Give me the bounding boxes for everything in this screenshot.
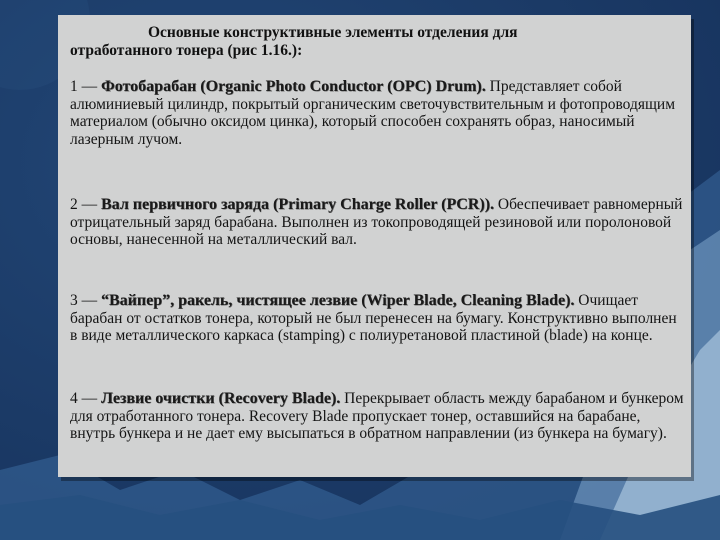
item-description: Перекрывает область между барабаном и бункером для отработанного тонера. Recovery Blade пропускает тонер, оставшийся на барабане, внутрь бункера и не дает ему высыпаться в обратном направлении (из бункера на бумагу). (70, 390, 684, 442)
item-heading: Вал первичного заряда (Primary Charge Roller (PCR)). (101, 196, 495, 213)
list-item (70, 292, 685, 345)
list-item (70, 78, 685, 148)
item-description: Очищает барабан от остатков тонера, который не был перенесен на бумагу. Конструктивно выполнен в виде металлического каркаса (stamping) с полиуретановой пластиной (blade) на конце. (70, 292, 677, 344)
item-number: 1 — (70, 78, 101, 95)
list-item (70, 390, 685, 443)
list-item (70, 196, 685, 249)
item-description: Представляет собой алюминиевый цилиндр, покрытый органическим светочувствительным и фотопроводящим материалом (обычно оксидом цинка), который способен сохранять образ, наносимый лазерным лучом. (70, 78, 676, 148)
item-number: 4 — (70, 390, 101, 407)
item-heading: Фотобарабан (Organic Photo Conductor (OPC) Drum). (101, 78, 486, 95)
item-number: 2 — (70, 196, 101, 213)
slide-title (70, 24, 630, 60)
title-line-1: Основные конструктивные элементы отделения для (148, 24, 518, 41)
item-heading: “Вайпер”, ракель, чистящее лезвие (Wiper Blade, Cleaning Blade). (101, 292, 575, 309)
item-description: Обеспечивает равномерный отрицательный заряд барабана. Выполнен из токопроводящей резиновой или поролоновой основы, нанесенной на металлический вал. (70, 196, 683, 248)
title-line-2: отработанного тонера (рис 1.16.): (70, 42, 303, 59)
item-heading: Лезвие очистки (Recovery Blade). (101, 390, 341, 407)
item-number: 3 — (70, 292, 101, 309)
